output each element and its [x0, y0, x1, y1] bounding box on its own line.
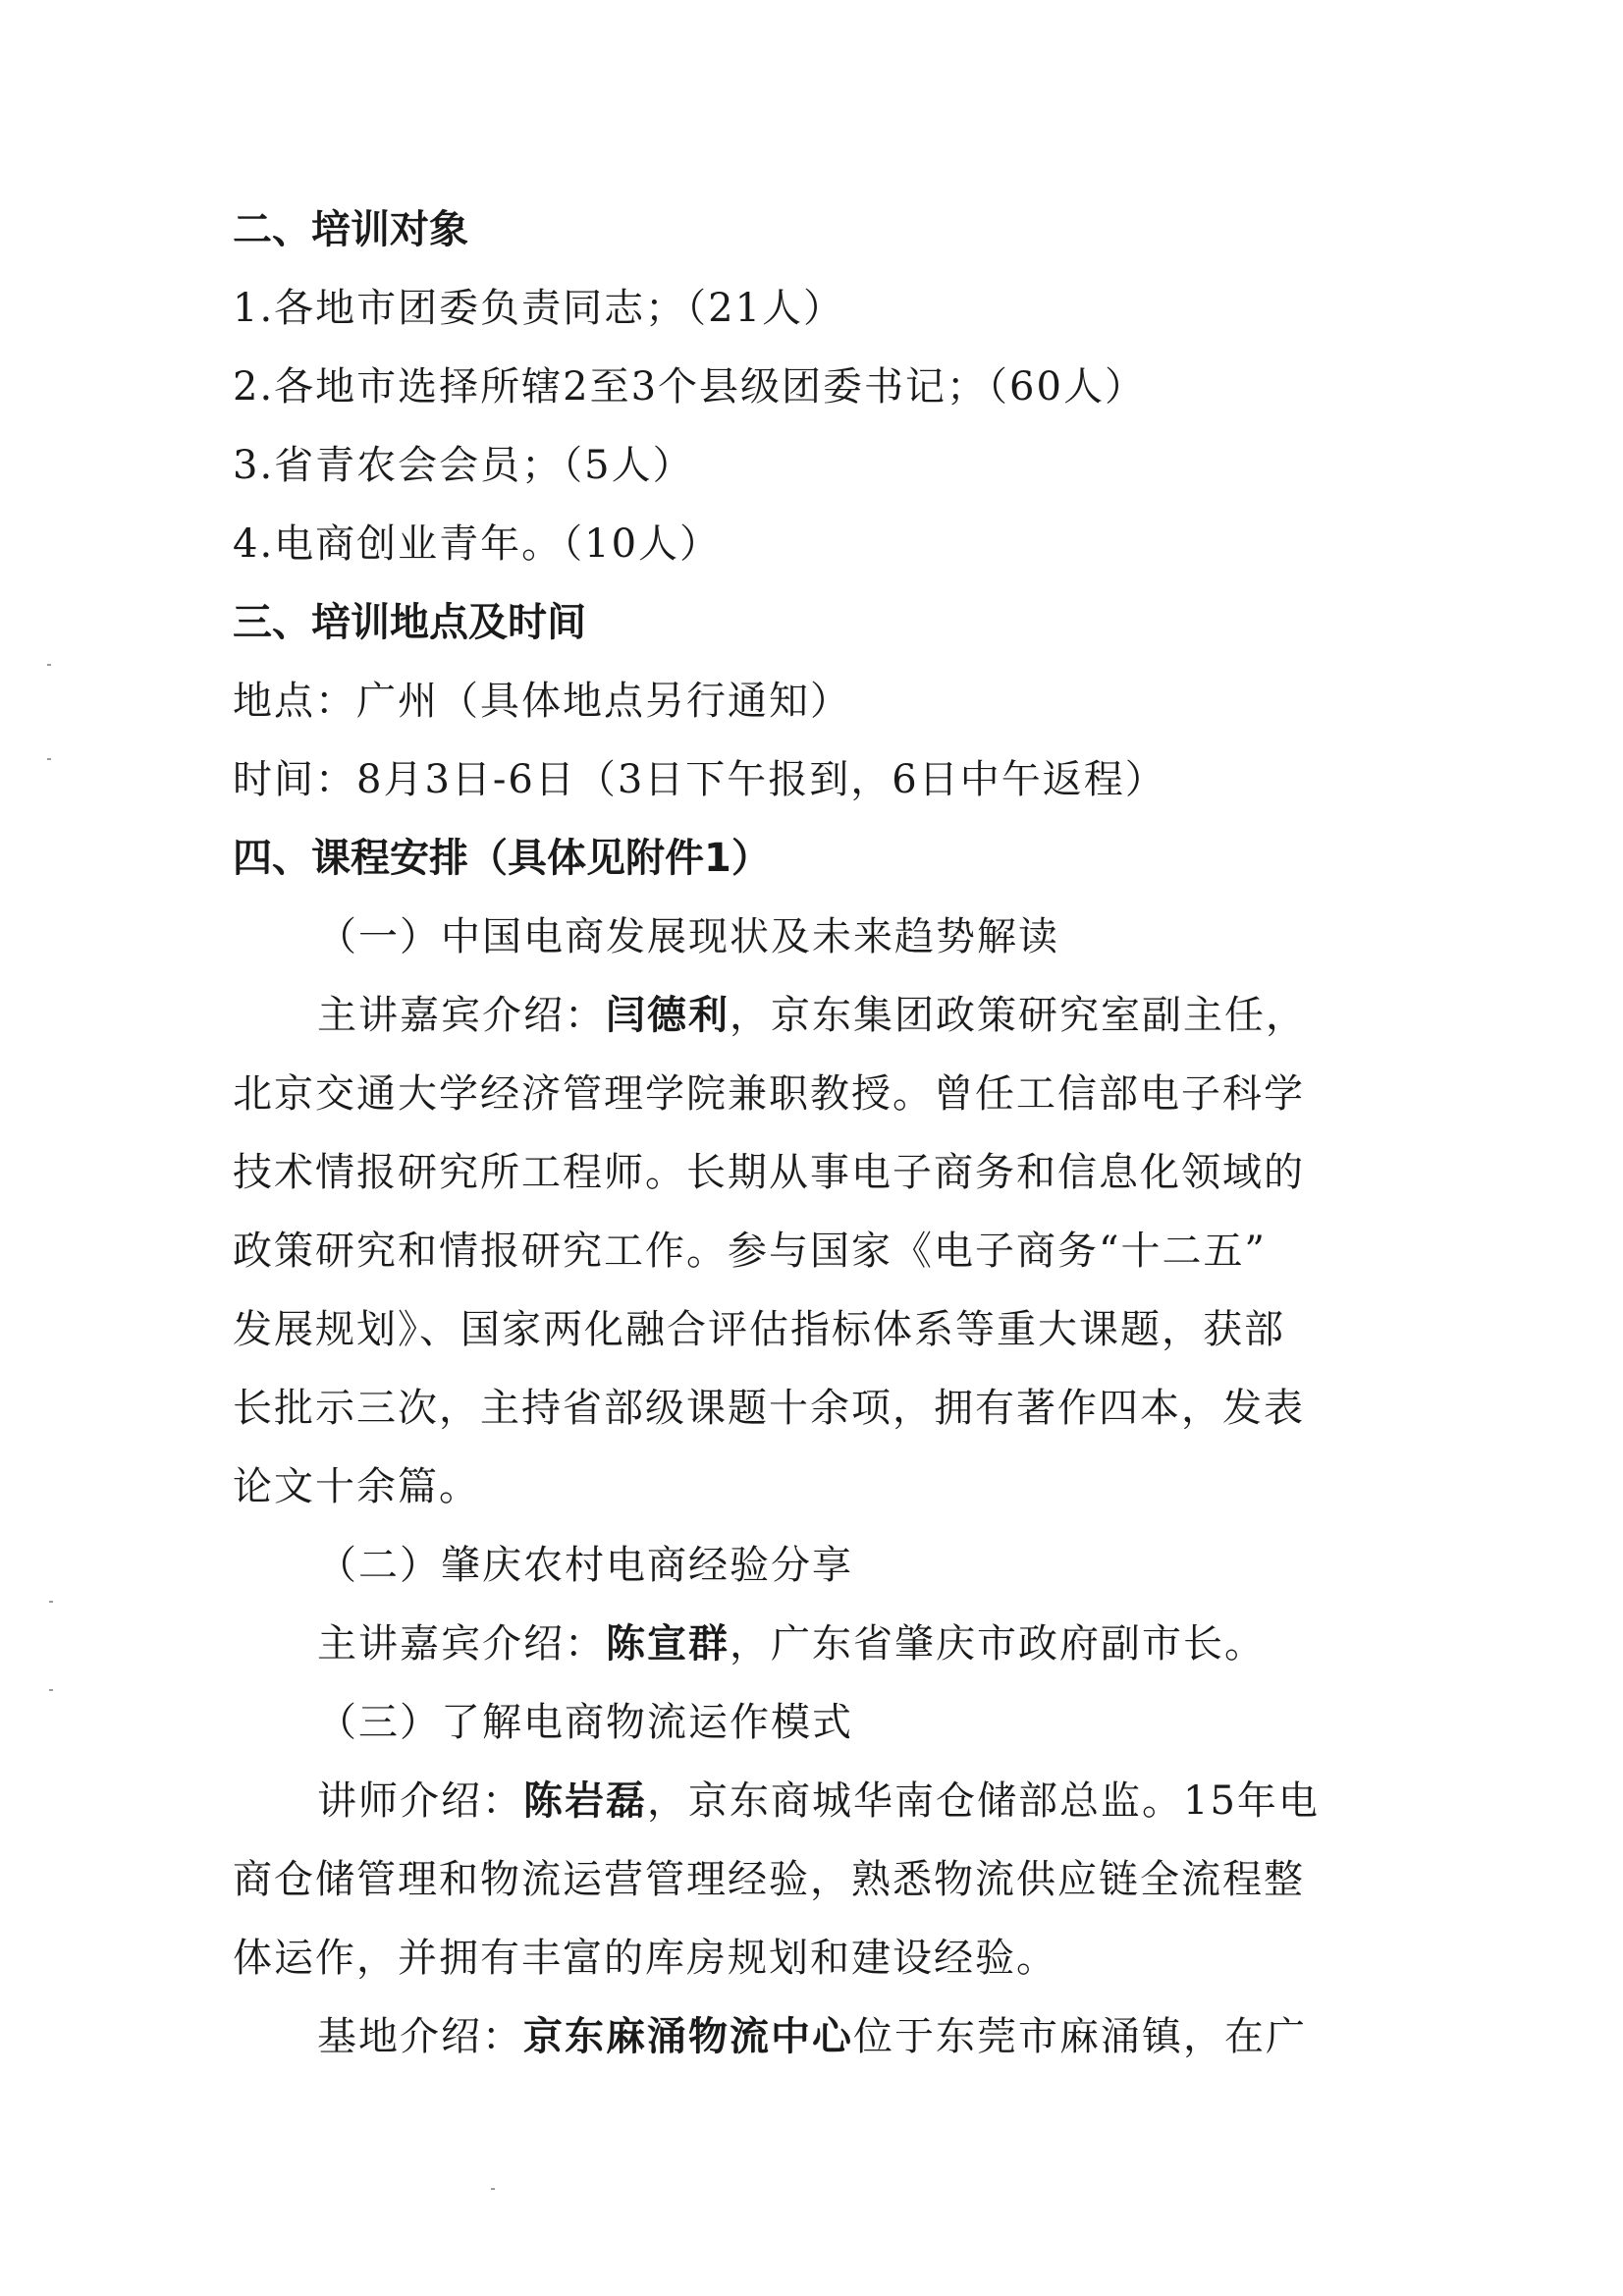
scan-speck — [47, 664, 51, 666]
intro-label: 讲师介绍： — [317, 1778, 523, 1824]
intro-label: 主讲嘉宾介绍： — [317, 1621, 606, 1667]
intro-text: ，京东商城华南仓储部总监。15年电 — [647, 1778, 1320, 1824]
course-2-title: （二）肇庆农村电商经验分享 — [317, 1543, 853, 1588]
course-2-intro — [317, 1616, 1266, 1671]
course-3-title: （三）了解电商物流运作模式 — [317, 1700, 853, 1745]
course-1-title: （一）中国电商发展现状及未来趋势解读 — [317, 914, 1059, 959]
venue-place: 地点：广州（具体地点另行通知） — [233, 679, 851, 724]
scan-speck — [49, 1601, 53, 1603]
venue-time: 时间：8月3日-6日（3日下午报到，6日中午返程） — [233, 757, 1166, 802]
course-1-intro-line: 论文十余篇。 — [233, 1464, 480, 1509]
scan-speck — [491, 2188, 495, 2190]
base-text: 位于东莞市麻涌镇，在广 — [853, 2014, 1307, 2059]
course-3-intro-first-line — [317, 1774, 1320, 1829]
speaker-name: 陈宣群 — [606, 1621, 730, 1667]
speaker-name: 陈岩磊 — [523, 1778, 647, 1824]
course-1-intro-line: 技术情报研究所工程师。长期从事电子商务和信息化领域的 — [233, 1150, 1305, 1195]
section-heading-venue: 三、培训地点及时间 — [233, 600, 586, 645]
course-3-intro-line: 体运作，并拥有丰富的库房规划和建设经验。 — [233, 1936, 1057, 1981]
target-item-3: 3.省青农会会员；（5人） — [233, 443, 694, 488]
target-item-2: 2.各地市选择所辖2至3个县级团委书记；（60人） — [233, 364, 1146, 410]
course-1-intro-line: 长批示三次，主持省部级课题十余项，拥有著作四本，发表 — [233, 1386, 1305, 1431]
base-name: 京东麻涌物流中心 — [523, 2014, 853, 2059]
section-heading-targets: 二、培训对象 — [233, 207, 468, 252]
target-item-4: 4.电商创业青年。（10人） — [233, 521, 722, 567]
course-1-intro-line: 北京交通大学经济管理学院兼职教授。曾任工信部电子科学 — [233, 1071, 1305, 1117]
course-1-intro-line: 发展规划》、国家两化融合评估指标体系等重大课题，获部 — [233, 1307, 1285, 1352]
target-item-1: 1.各地市团委负责同志；（21人） — [233, 286, 845, 331]
section-heading-courses: 四、课程安排（具体见附件1） — [233, 836, 771, 881]
scan-speck — [49, 1689, 53, 1691]
intro-text: ，广东省肇庆市政府副市长。 — [730, 1621, 1266, 1667]
course-3-intro-line: 商仓储管理和物流运营管理经验，熟悉物流供应链全流程整 — [233, 1857, 1305, 1902]
speaker-name: 闫德利 — [606, 993, 730, 1038]
course-3-base-intro — [317, 2009, 1307, 2064]
base-label: 基地介绍： — [317, 2014, 523, 2059]
course-1-intro-first-line — [317, 988, 1307, 1043]
course-1-intro-line: 政策研究和情报研究工作。参与国家《电子商务“十二五” — [233, 1229, 1267, 1274]
intro-label: 主讲嘉宾介绍： — [317, 993, 606, 1038]
intro-text: ，京东集团政策研究室副主任， — [730, 993, 1307, 1038]
scan-speck — [47, 758, 51, 760]
